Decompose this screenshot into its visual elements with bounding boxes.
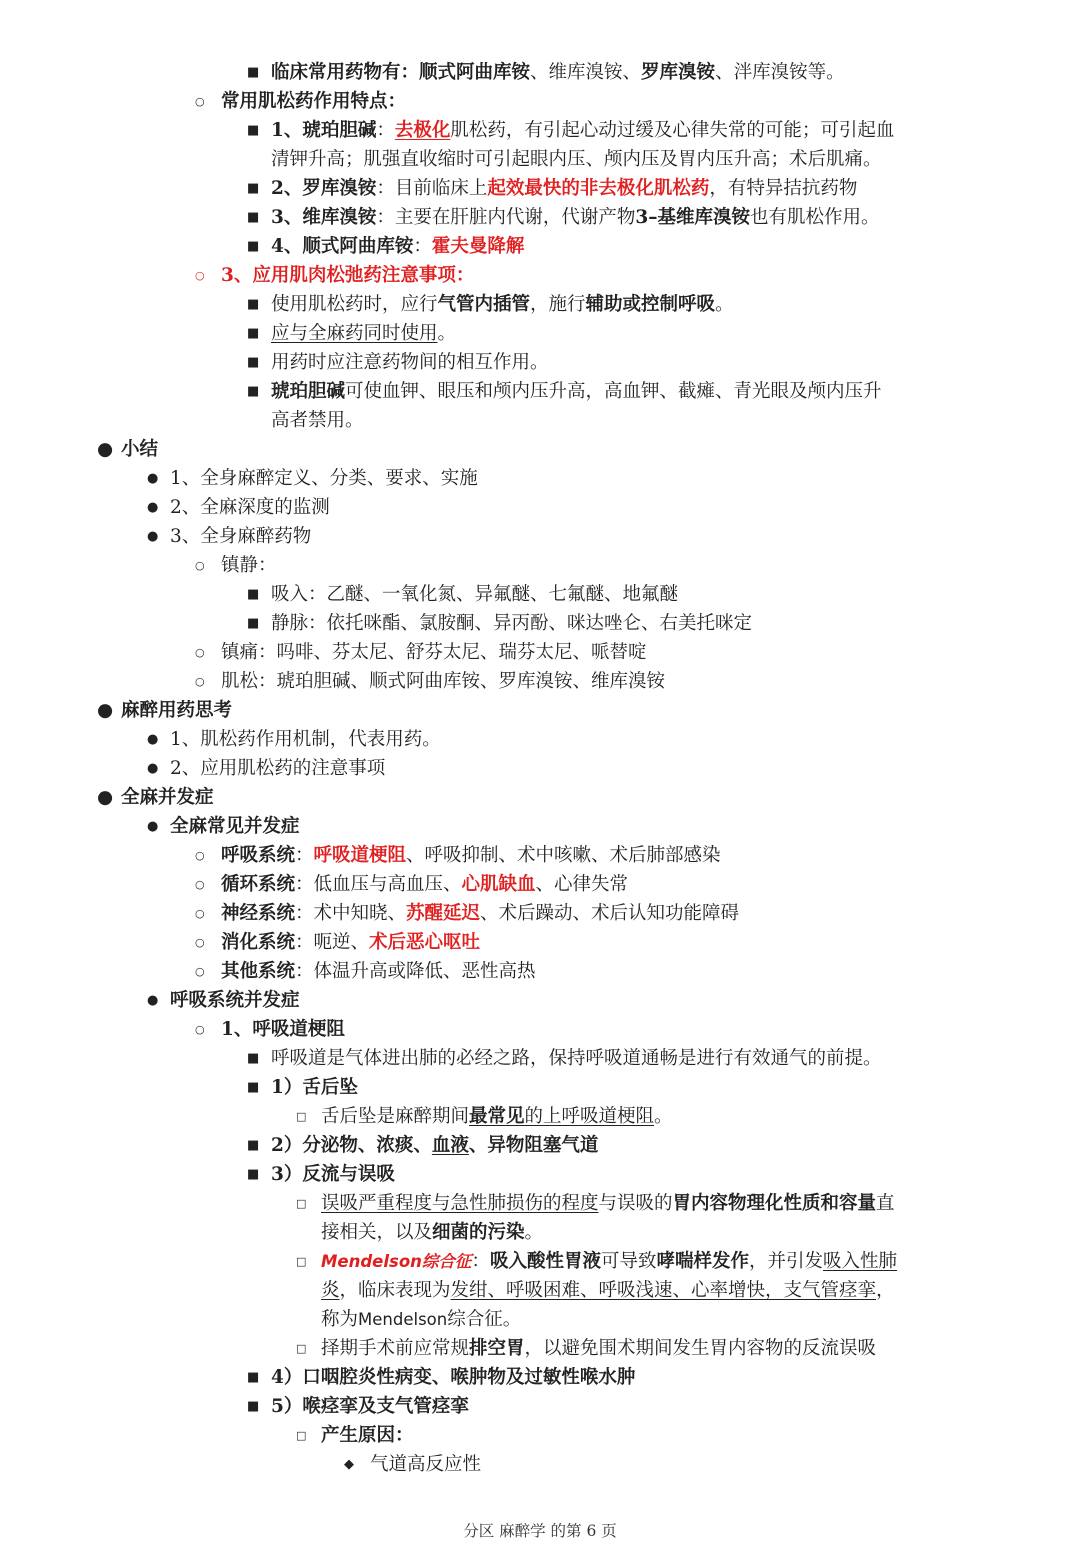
bullet-marker: ● (147, 471, 159, 486)
item-text (170, 464, 478, 493)
item-text (170, 493, 330, 522)
list-item (0, 348, 1080, 377)
item-text (121, 435, 158, 464)
bullet-marker: □ (296, 1255, 307, 1268)
text-run: ：呃逆、 (295, 932, 370, 953)
text-run: 炎 (321, 1280, 340, 1301)
bullet-marker: ■ (247, 1051, 260, 1066)
text-run: ，有特异拮抗药物 (709, 178, 858, 199)
bullet-marker: ● (147, 993, 159, 1008)
text-run: 也有肌松作用。 (750, 207, 880, 228)
list-item-continuation (0, 1305, 1080, 1334)
list-item (0, 609, 1080, 638)
text-run: 、呼吸抑制、术中咳嗽、术后肺部感染 (406, 845, 721, 866)
item-text (170, 754, 385, 783)
bullet-marker: ○ (195, 1023, 205, 1036)
text-run: 2）分泌物、浓痰、 (271, 1135, 432, 1156)
text-run: 循环系统 (221, 874, 296, 895)
list-item (0, 580, 1080, 609)
bullet-marker: ● (147, 500, 159, 515)
text-run: 排空胃 (469, 1338, 525, 1359)
text-run: 4）口咽腔炎性病变、喉肿物及过敏性喉水肿 (271, 1367, 636, 1388)
text-run: 的上呼吸道梗阻 (524, 1106, 655, 1127)
heading-item (0, 435, 1080, 464)
item-text (321, 1102, 673, 1131)
text-run: 2、应用肌松药的注意事项 (170, 758, 386, 779)
list-item (0, 493, 1080, 522)
bullet-marker: ■ (247, 1399, 260, 1414)
text-run: 择期手术前应常规 (321, 1338, 470, 1359)
text-run: 术后恶心呕吐 (369, 932, 481, 953)
item-text (121, 783, 214, 812)
bullet-marker: ● (97, 700, 114, 721)
bullet-marker: ○ (195, 965, 205, 978)
list-item-continuation (0, 1276, 1080, 1305)
text-run: 3）反流与误吸 (271, 1164, 395, 1185)
bullet-marker: ○ (195, 675, 205, 688)
list-item (0, 174, 1080, 203)
list-item (0, 928, 1080, 957)
text-run: 综合征。 (447, 1309, 522, 1330)
item-text (271, 58, 845, 87)
item-text (221, 638, 647, 667)
item-text (271, 1131, 598, 1160)
text-run: 高者禁用。 (271, 410, 364, 431)
list-item (0, 1189, 1080, 1218)
item-text (170, 725, 441, 754)
item-text (221, 1015, 345, 1044)
text-run: ，以避免围术期间发生胃内容物的反流误吸 (524, 1338, 877, 1359)
text-run: 小结 (121, 439, 159, 460)
text-run: ： (413, 236, 432, 257)
text-run: 吸入：乙醚、一氧化氮、异氟醚、七氟醚、地氟醚 (271, 584, 679, 605)
item-text (271, 232, 524, 261)
bullet-marker: ● (97, 787, 114, 808)
item-text (271, 290, 734, 319)
text-run: 、术后躁动、术后认知功能障碍 (480, 903, 740, 924)
list-item (0, 116, 1080, 145)
text-run: ，并引发 (748, 1251, 823, 1272)
bullet-marker: ■ (247, 65, 260, 80)
text-run: 最常见 (469, 1106, 525, 1127)
text-run: 呼吸系统并发症 (170, 990, 300, 1011)
text-run: ：术中知晓、 (295, 903, 407, 924)
item-text (271, 203, 880, 232)
bullet-marker: ■ (247, 181, 260, 196)
list-item (0, 1044, 1080, 1073)
text-run: 4、顺式阿曲库铵 (271, 236, 414, 257)
text-run: ，施行 (530, 294, 586, 315)
text-run: 3–基维库溴铵 (635, 207, 751, 228)
list-item (0, 1247, 1080, 1276)
text-run: 呼吸系统 (221, 845, 296, 866)
list-item (0, 232, 1080, 261)
item-text (271, 348, 549, 377)
text-run: 霍夫曼降解 (431, 236, 525, 257)
list-item (0, 1421, 1080, 1450)
text-run: 哮喘样发作 (656, 1251, 749, 1272)
text-run: 1、全身麻醉定义、分类、要求、实施 (170, 468, 478, 489)
bullet-marker: ○ (195, 95, 205, 108)
item-text (321, 1334, 876, 1363)
bullet-marker: ■ (247, 239, 260, 254)
item-text (271, 1044, 882, 1073)
text-run: 气道高反应性 (370, 1454, 482, 1475)
bullet-marker: ● (147, 732, 159, 747)
item-text (170, 812, 300, 841)
item-text (370, 1450, 481, 1479)
bullet-marker: ■ (247, 1167, 260, 1182)
text-run: 称为 (321, 1309, 359, 1330)
list-item (0, 870, 1080, 899)
item-text (271, 580, 678, 609)
list-item (0, 58, 1080, 87)
text-run: 去极化 (394, 120, 451, 141)
text-run: 与误吸的 (598, 1193, 673, 1214)
bullet-marker: ○ (195, 907, 205, 920)
text-run: 临床常用药物有： (271, 62, 420, 83)
text-run: 吸入性肺 (823, 1251, 898, 1272)
text-run: 3、全身麻醉药物 (170, 526, 312, 547)
text-run: ：目前临床上 (376, 178, 488, 199)
text-run: 其他系统 (221, 961, 296, 982)
item-text (321, 1247, 897, 1276)
text-run: 神经系统 (221, 903, 296, 924)
text-run: 1、肌松药作用机制，代表用药。 (170, 729, 441, 750)
item-text (271, 1073, 358, 1102)
bullet-marker: ○ (195, 269, 205, 282)
item-text (271, 116, 894, 145)
text-run: 可导致 (600, 1251, 657, 1272)
page-footer: 分区 麻醉学 的第 6 页 (463, 1522, 617, 1540)
text-run: 3、应用肌肉松弛药注意事项： (221, 265, 475, 286)
item-text (221, 261, 474, 290)
text-run: 、泮库溴铵等。 (715, 62, 845, 83)
heading-item (0, 783, 1080, 812)
text-run: 2、全麻深度的监测 (170, 497, 330, 518)
list-item (0, 377, 1080, 406)
list-item-continuation (0, 145, 1080, 174)
list-item (0, 464, 1080, 493)
bullet-marker: □ (296, 1110, 307, 1123)
bullet-marker: ■ (247, 123, 260, 138)
bullet-marker: ■ (247, 297, 260, 312)
item-text (271, 406, 364, 435)
item-text (321, 1218, 543, 1247)
text-run: 常用肌松药作用特点： (221, 91, 407, 112)
text-run: 起效最快的非去极化肌松药 (487, 178, 710, 199)
list-item (0, 841, 1080, 870)
text-run: 。 (715, 294, 734, 315)
text-run: 全麻并发症 (121, 787, 214, 808)
text-run: 全麻常见并发症 (170, 816, 300, 837)
text-run: 。 (437, 323, 457, 344)
bullet-marker: □ (296, 1429, 307, 1442)
bullet-marker: ■ (247, 616, 260, 631)
list-item (0, 203, 1080, 232)
text-run: ，临床表现为 (339, 1280, 451, 1301)
list-item (0, 1363, 1080, 1392)
bullet-marker: ■ (247, 210, 260, 225)
item-text (221, 899, 739, 928)
bullet-marker: ○ (195, 646, 205, 659)
item-text (221, 928, 480, 957)
text-run: 。 (654, 1106, 673, 1127)
text-run: 。 (524, 1222, 544, 1243)
item-text (271, 1160, 395, 1189)
bullet-marker: ■ (247, 355, 260, 370)
text-run: 发绀、呼吸困难、呼吸浅速、心率增快，支气管痉挛 (450, 1280, 877, 1301)
text-run: 吸入酸性胃液 (489, 1251, 601, 1272)
item-text (321, 1421, 414, 1450)
text-run: 镇静： (221, 555, 277, 576)
text-run: 使用肌松药时，应行 (271, 294, 438, 315)
text-run: 1）舌后坠 (271, 1077, 358, 1098)
item-text (271, 319, 456, 348)
list-item (0, 957, 1080, 986)
list-item (0, 1450, 1080, 1479)
item-text (271, 1392, 469, 1421)
text-run: 产生原因： (321, 1425, 414, 1446)
item-text (271, 145, 882, 174)
item-text (271, 174, 857, 203)
list-item (0, 1073, 1080, 1102)
text-run: 苏醒延迟 (406, 903, 481, 924)
bullet-marker: ○ (195, 559, 205, 572)
list-item (0, 261, 1080, 290)
bullet-marker: ● (147, 529, 159, 544)
item-text (221, 957, 536, 986)
text-run: 1、呼吸道梗阻 (221, 1019, 345, 1040)
list-item (0, 1102, 1080, 1131)
text-run: 呼吸道梗阻 (313, 845, 407, 866)
text-run: 辅助或控制呼吸 (585, 294, 716, 315)
text-run: Mendelson综合征 (321, 1252, 472, 1271)
bullet-marker: ○ (195, 878, 205, 891)
text-run: 消化系统 (221, 932, 296, 953)
text-run: 气管内插管 (437, 294, 531, 315)
item-text (221, 841, 721, 870)
text-run: 镇痛：吗啡、芬太尼、舒芬太尼、瑞芬太尼、哌替啶 (221, 642, 647, 663)
text-run: ：主要在肝脏内代谢，代谢产物 (376, 207, 636, 228)
text-run: 麻醉用药思考 (121, 700, 233, 721)
list-item (0, 667, 1080, 696)
list-item (0, 551, 1080, 580)
item-text (170, 522, 311, 551)
text-run: 细菌的污染 (432, 1222, 525, 1243)
list-item (0, 725, 1080, 754)
list-item (0, 1015, 1080, 1044)
bullet-marker: ◆ (344, 1457, 354, 1472)
item-text (271, 377, 882, 406)
text-run: ：低血压与高血压、 (295, 874, 462, 895)
text-run: 误吸严重程度与急性肺损伤的程度 (321, 1193, 599, 1214)
bullet-marker: ● (97, 439, 114, 460)
text-run: 2、罗库溴铵 (271, 178, 377, 199)
text-run: 1、琥珀胆碱 (271, 120, 377, 141)
text-run: 5）喉痉挛及支气管痉挛 (271, 1396, 469, 1417)
text-run: 呼吸道是气体进出肺的必经之路，保持呼吸道通畅是进行有效通气的前提。 (271, 1048, 882, 1069)
text-run: 应与全麻药同时使用 (271, 323, 438, 344)
list-item (0, 812, 1080, 841)
list-item (0, 986, 1080, 1015)
text-run: 血液 (431, 1135, 469, 1156)
text-run: 清钾升高；肌强直收缩时可引起眼内压、颅内压及胃内压升高；术后肌痛。 (271, 149, 882, 170)
bullet-marker: ■ (247, 1138, 260, 1153)
text-run: ： (295, 845, 314, 866)
text-run: ： (376, 120, 395, 141)
list-item (0, 1392, 1080, 1421)
text-run: 心肌缺血 (461, 874, 536, 895)
list-item (0, 522, 1080, 551)
text-run: 肌松：琥珀胆碱、顺式阿曲库铵、罗库溴铵、维库溴铵 (221, 671, 666, 692)
text-run: 罗库溴铵 (641, 62, 716, 83)
item-text (121, 696, 232, 725)
list-item (0, 754, 1080, 783)
bullet-marker: □ (296, 1342, 307, 1355)
item-text (271, 609, 752, 638)
heading-item (0, 696, 1080, 725)
bullet-marker: ○ (195, 849, 205, 862)
list-item (0, 1334, 1080, 1363)
text-run: 用药时应注意药物间的相互作用。 (271, 352, 549, 373)
text-run: 舌后坠是麻醉期间 (321, 1106, 470, 1127)
list-item (0, 1131, 1080, 1160)
text-run: 、心律失常 (535, 874, 629, 895)
list-item (0, 899, 1080, 928)
bullet-marker: ■ (247, 326, 260, 341)
list-item (0, 319, 1080, 348)
bullet-marker: □ (296, 1197, 307, 1210)
text-run: Mendelson (358, 1310, 448, 1329)
text-run: 可使血钾、眼压和颅内压升高，高血钾、截瘫、青光眼及颅内压升 (345, 381, 882, 402)
text-run: 顺式阿曲库铵 (419, 62, 531, 83)
item-text (221, 667, 665, 696)
item-text (170, 986, 300, 1015)
bullet-marker: ○ (195, 936, 205, 949)
text-run: 接相关，以及 (321, 1222, 433, 1243)
text-run: ， (876, 1280, 895, 1301)
item-text (221, 551, 277, 580)
bullet-marker: ■ (247, 1080, 260, 1095)
text-run: 3、维库溴铵 (271, 207, 377, 228)
list-item (0, 638, 1080, 667)
text-run: 、异物阻塞气道 (468, 1135, 599, 1156)
item-text (221, 870, 628, 899)
text-run: 直 (876, 1193, 895, 1214)
item-text (221, 87, 406, 116)
text-run: 胃内容物理化性质和容量 (672, 1193, 877, 1214)
list-item-continuation (0, 1218, 1080, 1247)
item-text (321, 1305, 521, 1334)
text-run: 静脉：依托咪酯、氯胺酮、异丙酚、咪达唑仑、右美托咪定 (271, 613, 753, 634)
item-text (321, 1189, 895, 1218)
list-item (0, 290, 1080, 319)
list-item-continuation (0, 406, 1080, 435)
bullet-marker: ■ (247, 1370, 260, 1385)
text-run: ：体温升高或降低、恶性高热 (295, 961, 536, 982)
item-text (321, 1276, 895, 1305)
text-run: 、维库溴铵、 (530, 62, 642, 83)
bullet-marker: ● (147, 761, 159, 776)
bullet-marker: ● (147, 819, 159, 834)
list-item (0, 87, 1080, 116)
item-text (271, 1363, 635, 1392)
bullet-marker: ■ (247, 587, 260, 602)
text-run: 肌松药，有引起心动过缓及心律失常的可能；可引起血 (450, 120, 895, 141)
text-run: ： (471, 1251, 490, 1272)
text-run: 琥珀胆碱 (271, 381, 346, 402)
list-item (0, 1160, 1080, 1189)
bullet-marker: ■ (247, 384, 260, 399)
